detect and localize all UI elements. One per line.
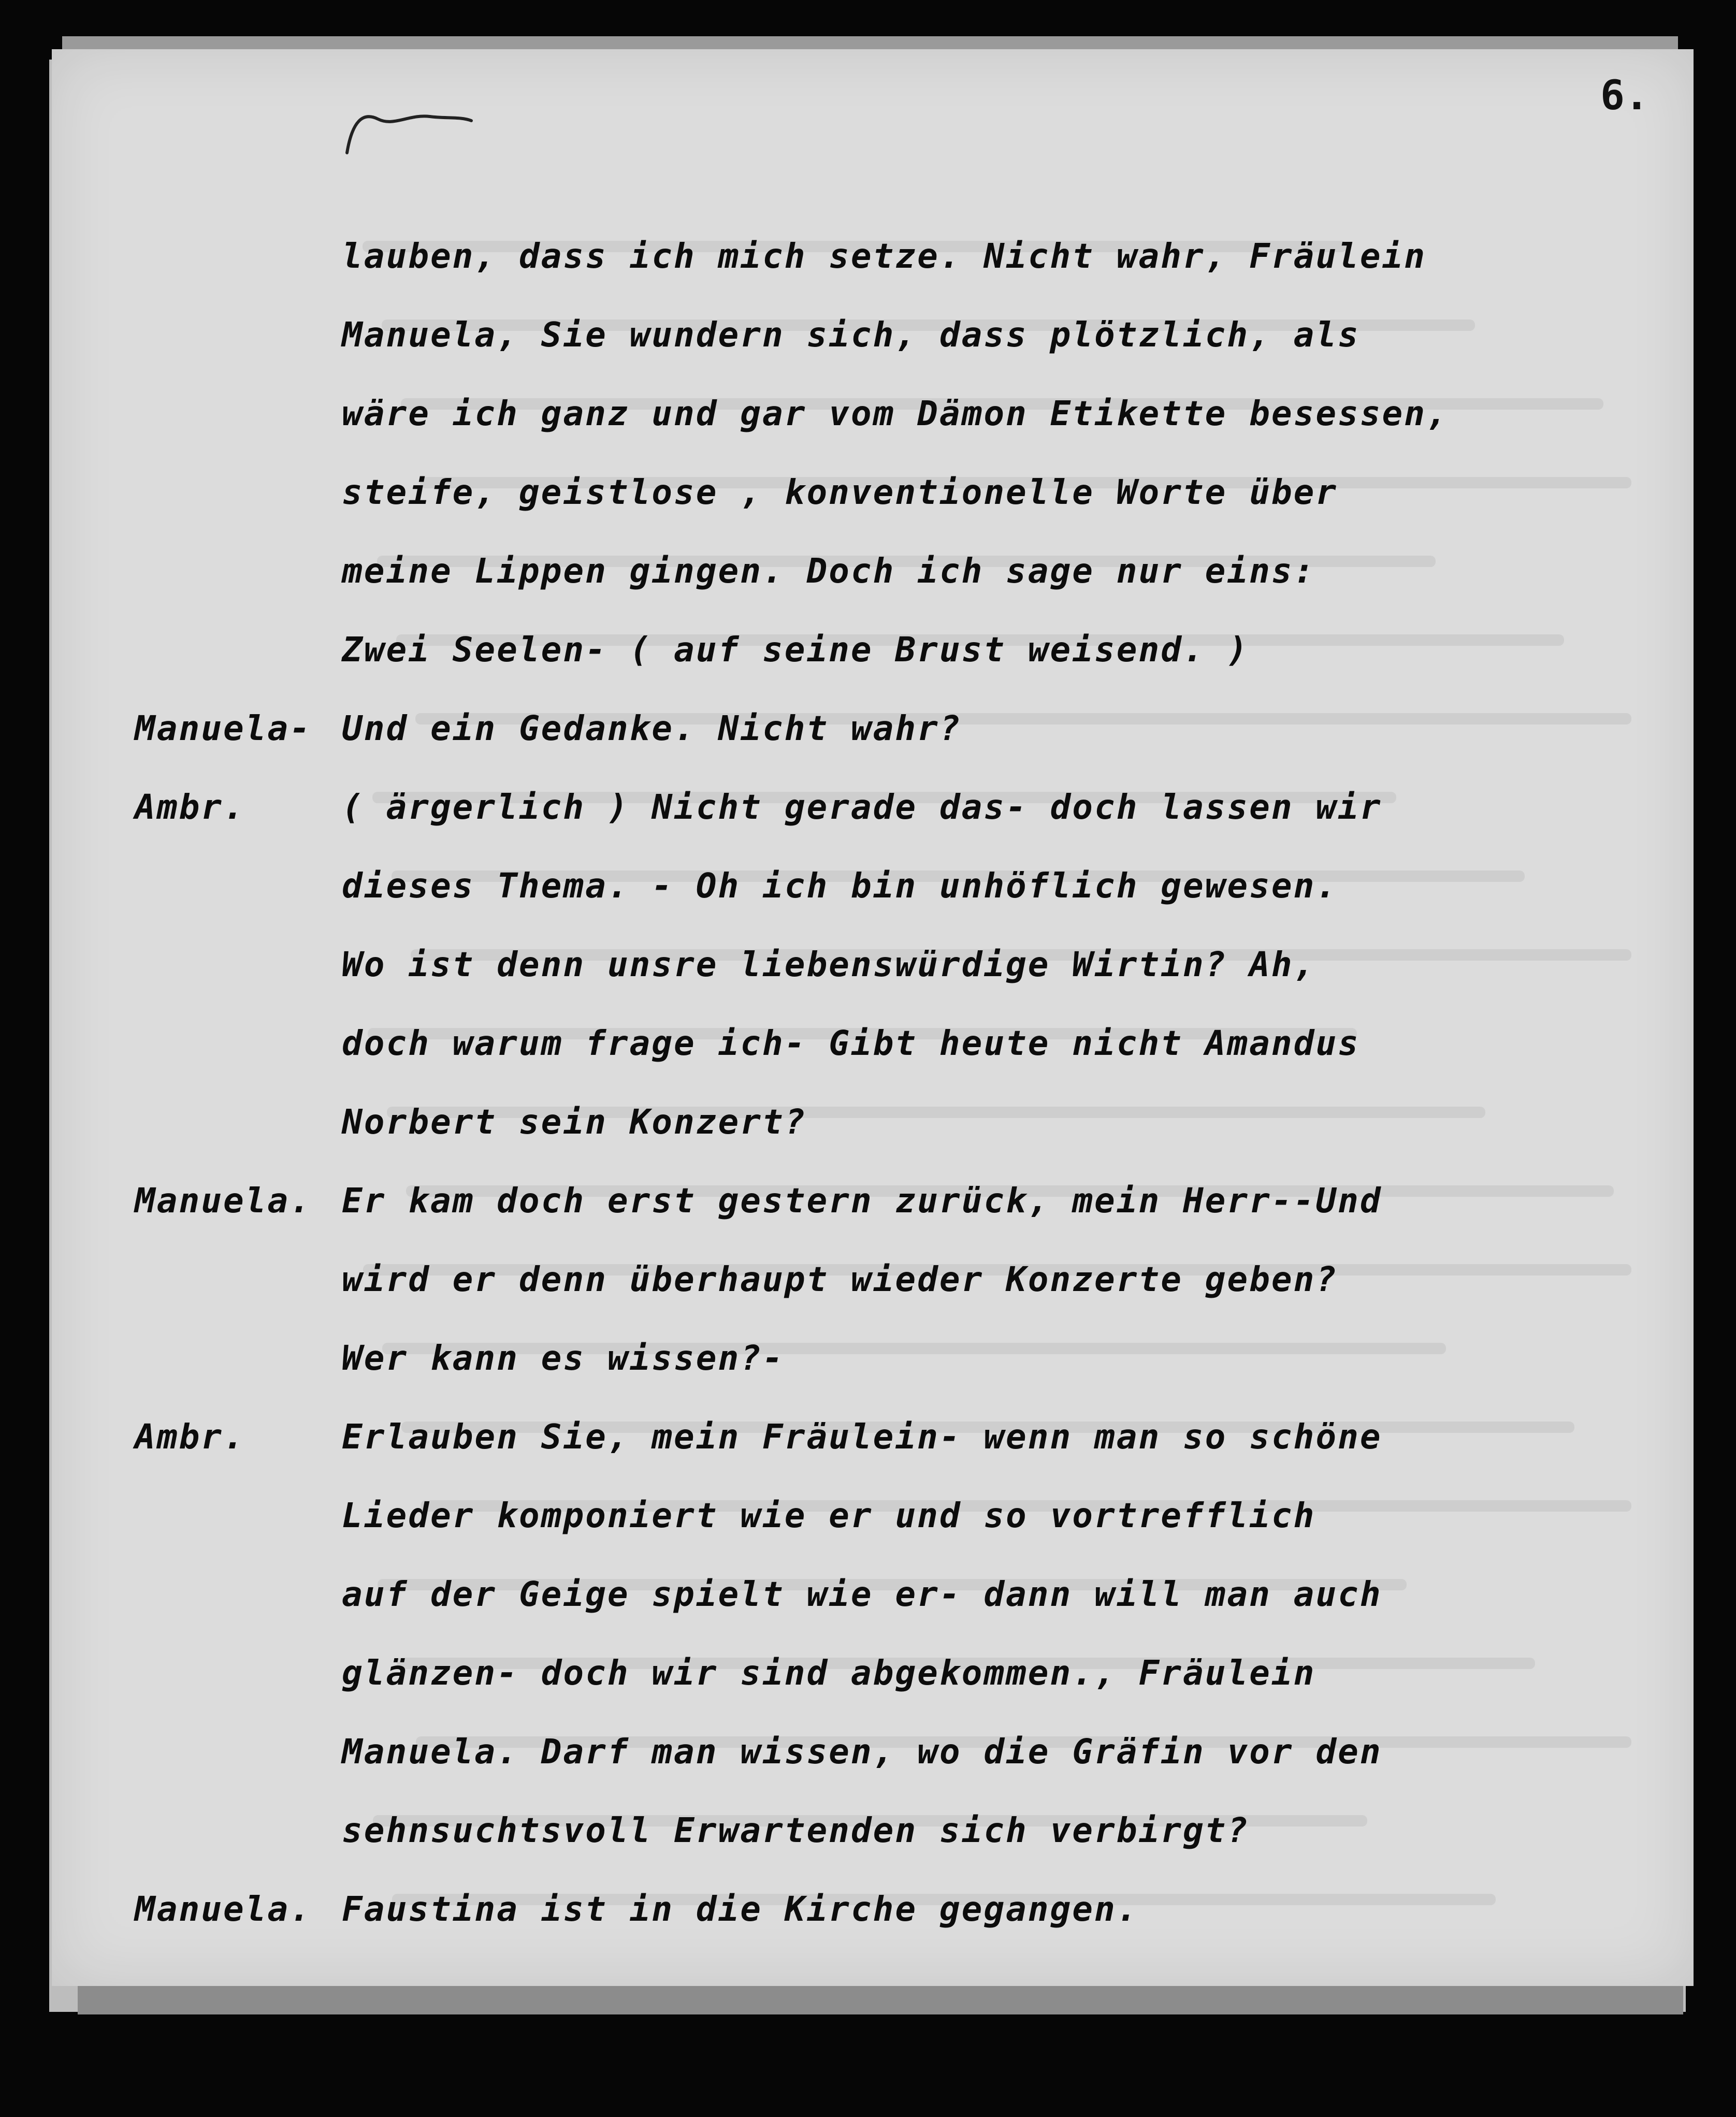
dialogue-line: Er kam doch erst gestern zurück, mein Herr--Und xyxy=(342,1181,1382,1221)
underlying-sheet-edge xyxy=(78,1983,1683,2014)
speaker-label: Ambr. xyxy=(135,787,245,827)
dialogue-line: glänzen- doch wir sind abgekommen., Fräulein xyxy=(342,1653,1316,1693)
dialogue-line: Manuela. Darf man wissen, wo die Gräfin vor den xyxy=(342,1732,1382,1772)
typewritten-sheet xyxy=(52,49,1694,1986)
dialogue-line: wird er denn überhaupt wieder Konzerte geben? xyxy=(342,1259,1338,1299)
dialogue-line: lauben, dass ich mich setze. Nicht wahr, Fräulein xyxy=(342,236,1427,276)
dialogue-line: Zwei Seelen- ( auf seine Brust weisend. ) xyxy=(342,630,1250,670)
dialogue-line: Wo ist denn unsre liebenswürdige Wirtin? Ah, xyxy=(342,945,1316,984)
dialogue-line: steife, geistlose , konventionelle Worte über xyxy=(342,472,1338,512)
dialogue-line: meine Lippen gingen. Doch ich sage nur eins: xyxy=(342,551,1316,591)
speaker-label: Manuela- xyxy=(135,708,312,748)
dialogue-line: ( ärgerlich ) Nicht gerade das- doch lassen wir xyxy=(342,787,1382,827)
dialogue-line: wäre ich ganz und gar vom Dämon Etikette besessen, xyxy=(342,394,1449,433)
speaker-label: Manuela. xyxy=(135,1181,312,1221)
dialogue-line: Manuela, Sie wundern sich, dass plötzlich, als xyxy=(342,315,1360,355)
dialogue-line: doch warum frage ich- Gibt heute nicht Amandus xyxy=(342,1023,1360,1063)
dialogue-line: Lieder komponiert wie er und so vortrefflich xyxy=(342,1496,1316,1535)
dialogue-line: Wer kann es wissen?- xyxy=(342,1338,785,1378)
dialogue-line: sehnsuchtsvoll Erwartenden sich verbirgt? xyxy=(342,1810,1250,1850)
dialogue-line: Erlauben Sie, mein Fräulein- wenn man so schöne xyxy=(342,1417,1382,1457)
dialogue-line: Faustina ist in die Kirche gegangen. xyxy=(342,1889,1139,1929)
script-body xyxy=(52,49,1694,1986)
speaker-label: Ambr. xyxy=(135,1417,245,1457)
page-number: 6. xyxy=(1600,72,1649,119)
dialogue-line: auf der Geige spielt wie er- dann will man auch xyxy=(342,1574,1382,1614)
dialogue-line: dieses Thema. - Oh ich bin unhöflich gewesen. xyxy=(342,866,1338,906)
dialogue-line: Und ein Gedanke. Nicht wahr? xyxy=(342,708,962,748)
speaker-label: Manuela. xyxy=(135,1889,312,1929)
dialogue-line: Norbert sein Konzert? xyxy=(342,1102,807,1142)
